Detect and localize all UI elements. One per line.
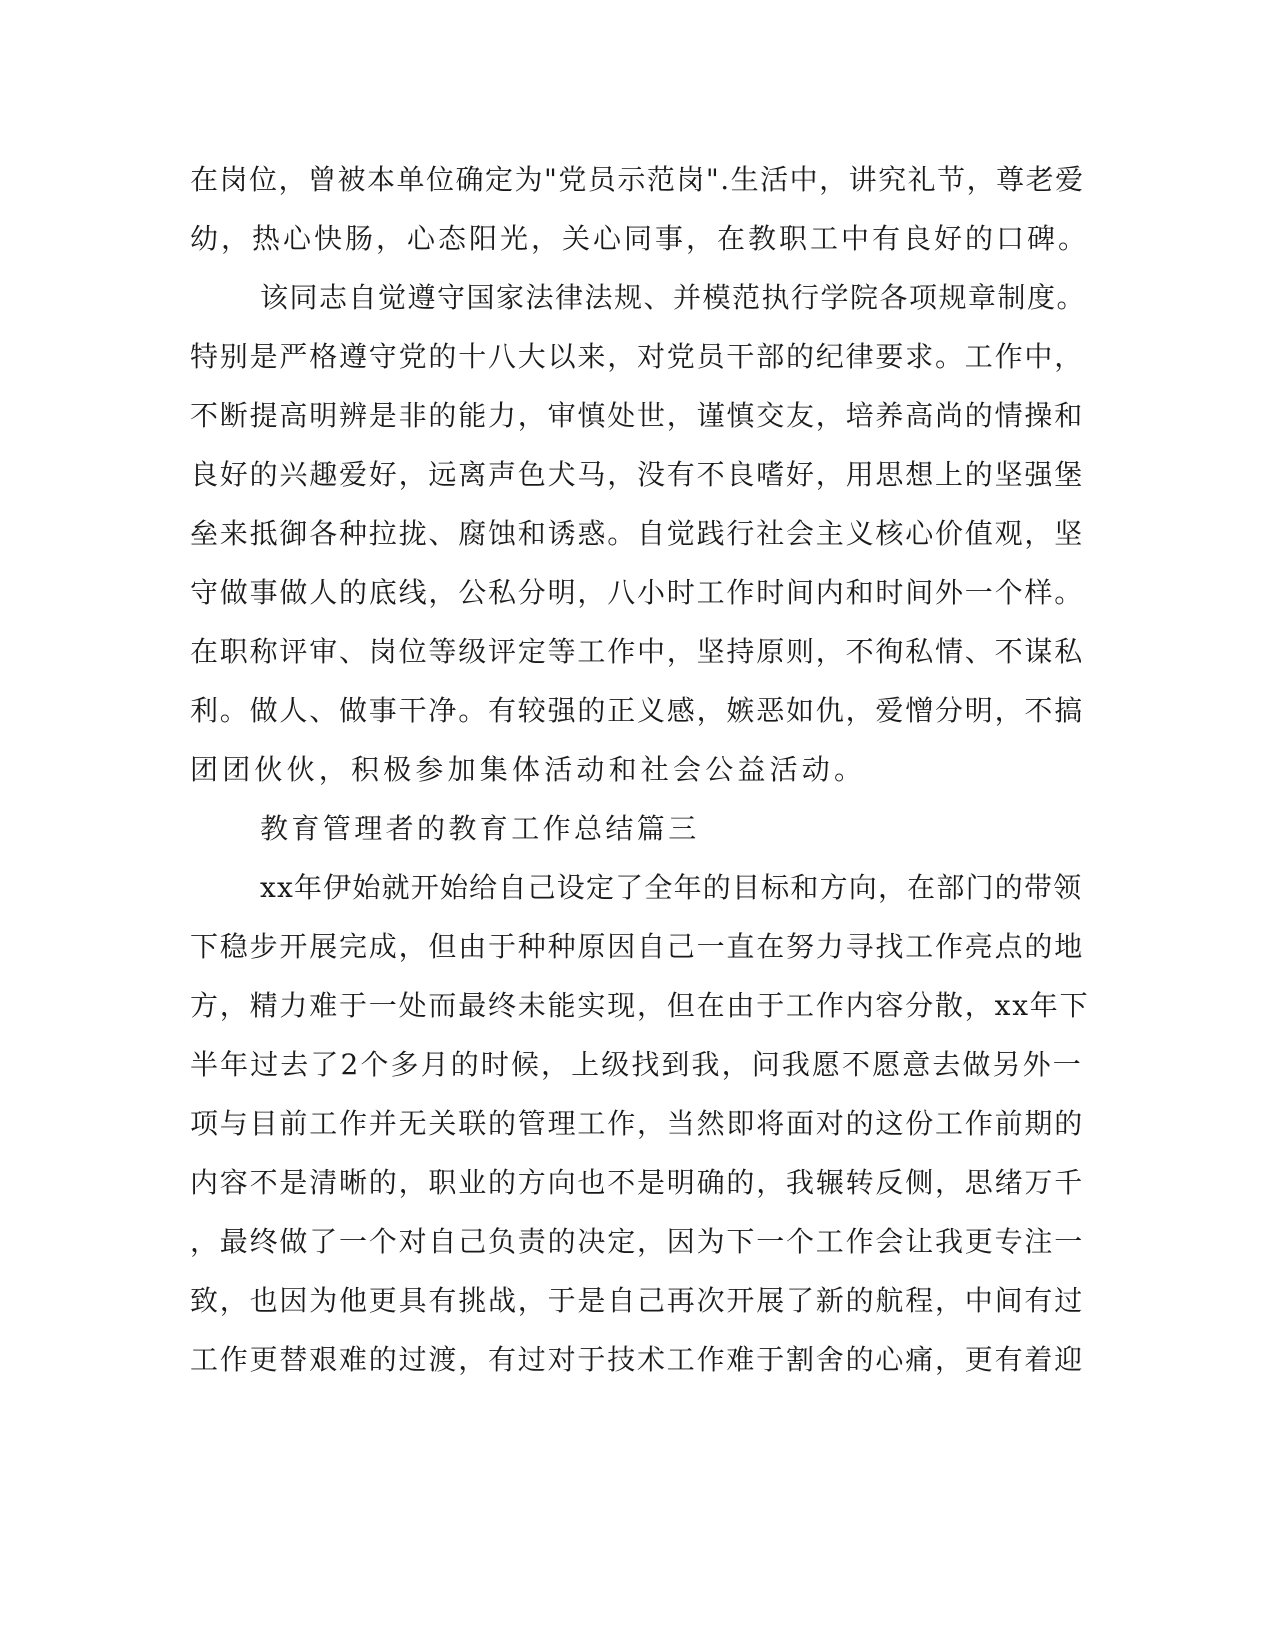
text-line: 项与目前工作并无关联的管理工作，当然即将面对的这份工作前期的 (190, 1107, 1085, 1140)
text-line: 在职称评审、岗位等级评定等工作中，坚持原则，不徇私情、不谋私 (190, 635, 1085, 668)
text-line: ，最终做了一个对自己负责的决定，因为下一个工作会让我更专注一 (190, 1225, 1085, 1258)
text-line: 守做事做人的底线，公私分明，八小时工作时间内和时间外一个样。 (190, 576, 1085, 609)
text-line: 半年过去了2个多月的时候，上级找到我，问我愿不愿意去做另外一 (190, 1048, 1083, 1081)
text-line: 特别是严格遵守党的十八大以来，对党员干部的纪律要求。工作中， (190, 340, 1085, 373)
paragraph-start-line: 该同志自觉遵守国家法律法规、并模范执行学院各项规章制度。 (260, 281, 1087, 314)
text-line: 致，也因为他更具有挑战，于是自己再次开展了新的航程，中间有过 (190, 1284, 1085, 1317)
text-line: 下稳步开展完成，但由于种种原因自己一直在努力寻找工作亮点的地 (190, 930, 1085, 963)
paragraph-start-line: xx年伊始就开始给自己设定了全年的目标和方向，在部门的带领 (260, 871, 1083, 904)
text-line: 在岗位，曾被本单位确定为"党员示范岗".生活中，讲究礼节，尊老爱 (190, 163, 1085, 196)
text-line: 不断提高明辨是非的能力，审慎处世，谨慎交友，培养高尚的情操和 (190, 399, 1085, 432)
text-line: 工作更替艰难的过渡，有过对于技术工作难于割舍的心痛，更有着迎 (190, 1343, 1085, 1376)
section-heading: 教育管理者的教育工作总结篇三 (260, 812, 700, 845)
text-line: 内容不是清晰的，职业的方向也不是明确的，我辗转反侧，思绪万千 (190, 1166, 1085, 1199)
text-line: 垒来抵御各种拉拢、腐蚀和诱惑。自觉践行社会主义核心价值观，坚 (190, 517, 1085, 550)
text-line: 团团伙伙，积极参加集体活动和社会公益活动。 (190, 753, 867, 786)
text-line: 幼，热心快肠，心态阳光，关心同事，在教职工中有良好的口碑。 (190, 222, 1090, 255)
text-line: 利。做人、做事干净。有较强的正义感，嫉恶如仇，爱憎分明，不搞 (190, 694, 1085, 727)
text-line: 方，精力难于一处而最终未能实现，但在由于工作内容分散，xx年下 (190, 989, 1090, 1022)
text-line: 良好的兴趣爱好，远离声色犬马，没有不良嗜好，用思想上的坚强堡 (190, 458, 1085, 491)
